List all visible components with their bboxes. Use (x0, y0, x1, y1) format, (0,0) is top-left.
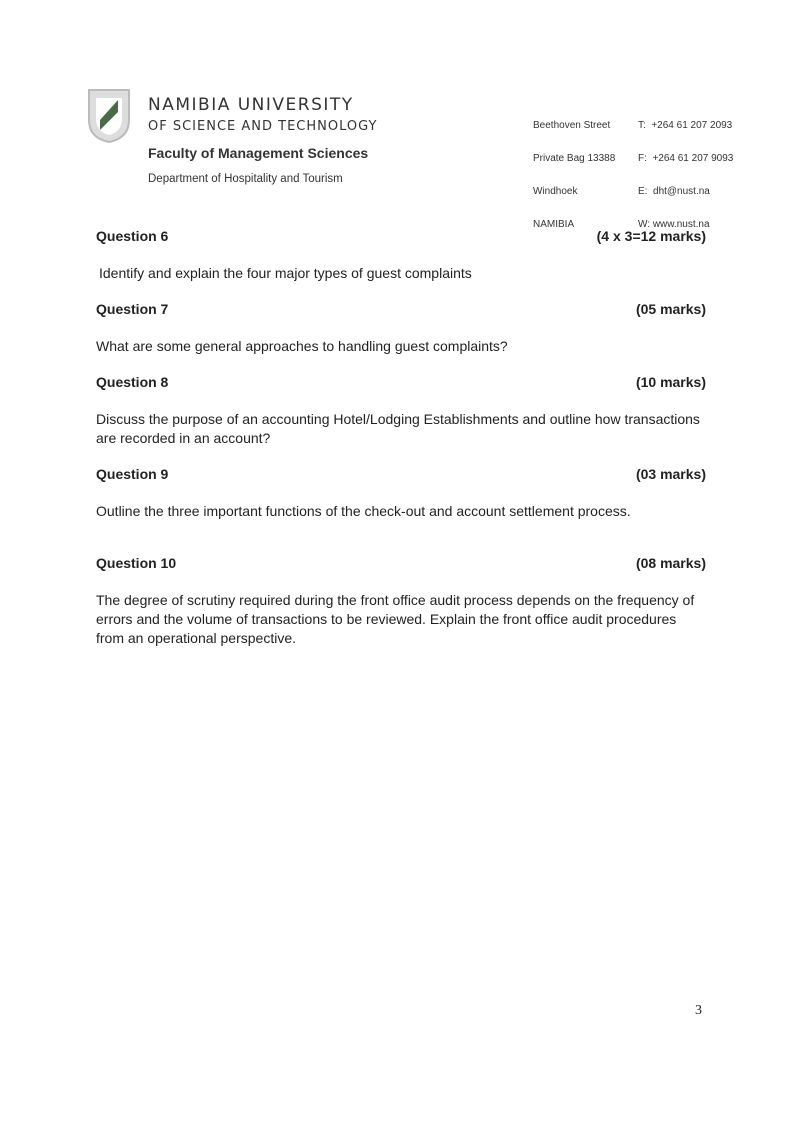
question-8-text: Discuss the purpose of an accounting Hotel/Lodging Establishments and outline how transactions are recorded in an account? (96, 411, 700, 446)
question-6 (96, 226, 706, 299)
question-8 (96, 372, 706, 464)
header-titles (148, 94, 377, 187)
page-number: 3 (695, 1003, 702, 1018)
university-name: NAMIBIA UNIVERSITY (148, 95, 354, 115)
question-9 (96, 464, 706, 553)
question-9-marks: (03 marks) (635, 466, 706, 482)
university-subtitle: OF SCIENCE AND TECHNOLOGY (148, 119, 378, 134)
address-line: Private Bag 13388 (533, 153, 616, 164)
department-name: Department of Hospitality and Tourism (148, 173, 343, 185)
question-6-title: Question 6 (96, 228, 169, 244)
question-8-marks: (10 marks) (635, 374, 706, 390)
faculty-name: Faculty of Management Sciences (148, 145, 369, 161)
address-line: Windhoek (533, 186, 578, 197)
question-6-marks: (4 x 3=12 marks) (596, 228, 706, 244)
address-line: Beethoven Street (533, 120, 611, 131)
address-line: NAMIBIA (533, 219, 575, 230)
question-8-title: Question 8 (96, 374, 169, 390)
question-7-text: What are some general approaches to handling guest complaints? (96, 338, 508, 354)
university-logo (84, 86, 134, 144)
question-7 (96, 299, 706, 372)
question-10-text: The degree of scrutiny required during the front office audit process depends on the frequency of errors and the volume of transactions to be reviewed. Explain the front office audit procedures from an operational perspective. (96, 592, 695, 646)
question-9-title: Question 9 (96, 466, 169, 482)
question-6-text: Identify and explain the four major types of guest complaints (99, 265, 472, 281)
question-7-title: Question 7 (96, 301, 169, 317)
phone: T: +264 61 207 2093 (638, 120, 733, 131)
question-list (96, 226, 706, 664)
fax: F: +264 61 207 9093 (638, 153, 734, 164)
question-10-marks: (08 marks) (635, 555, 706, 571)
email: E: dht@nust.na (638, 186, 710, 197)
question-7-marks: (05 marks) (635, 301, 706, 317)
question-10 (96, 553, 706, 664)
website: W: www.nust.na (638, 219, 710, 230)
question-10-title: Question 10 (96, 555, 177, 571)
question-9-text: Outline the three important functions of the check-out and account settlement process. (96, 503, 631, 519)
